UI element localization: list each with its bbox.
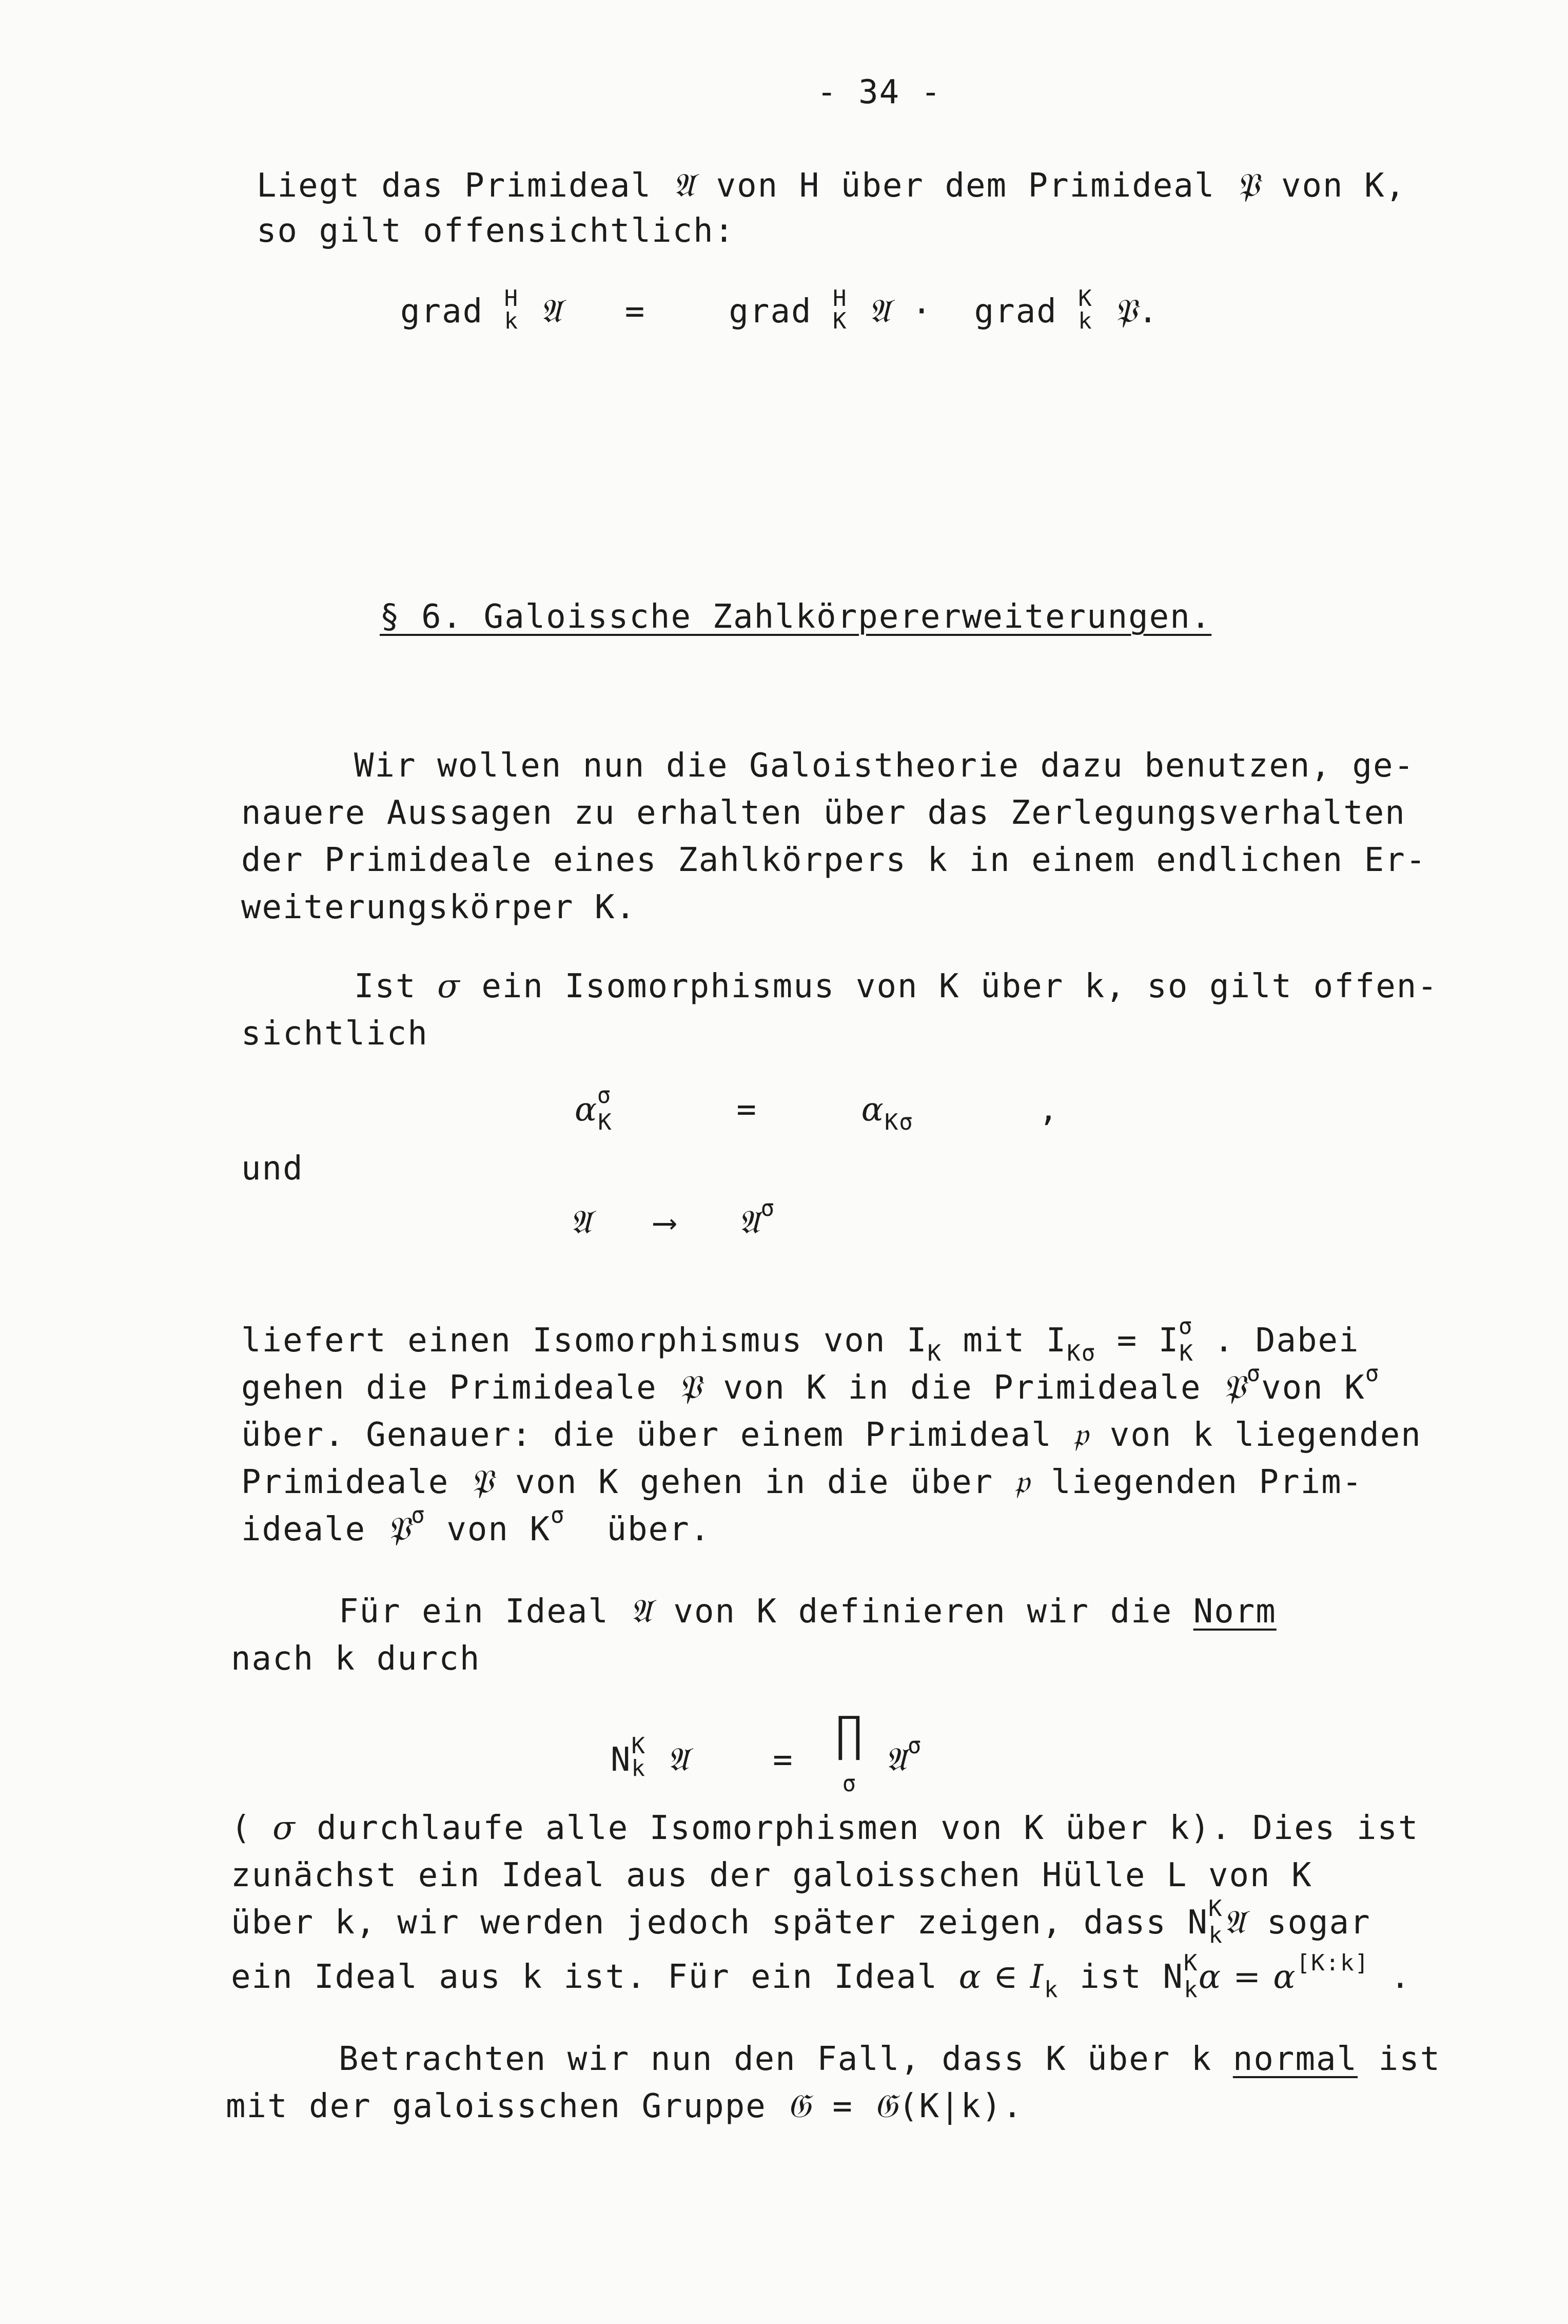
para6-line3: über k, wir werden jedoch später zeigen, dass $N^K_k𝔄$ sogar: [231, 1895, 1371, 1948]
formula-degree: grad H k 𝔄 = grad H K 𝔄 · grad K k 𝔓.: [400, 285, 1159, 334]
para4-line1: liefert einen Isomorphismus von $I_K$ mit $I_{K\sigma} = I_K^\sigma$ . Dabei: [241, 1313, 1360, 1366]
para2-line1: Wir wollen nun die Galoistheorie dazu benutzen, ge-: [354, 747, 1415, 785]
para2-line2: nauere Aussagen zu erhalten über das Zerlegungsverhalten: [241, 794, 1406, 832]
para2-line3: der Primideale eines Zahlkörpers k in einem endlichen Er-: [241, 841, 1427, 879]
para5-line1: Für ein Ideal 𝔄 von K definieren wir die Norm: [339, 1593, 1277, 1631]
para4-line5: ideale 𝔓$^\sigma$ von $K^\sigma$ über.: [241, 1502, 711, 1548]
para7-line1: Betrachten wir nun den Fall, dass K über k normal ist: [339, 2040, 1441, 2078]
normal-term: normal: [1232, 2040, 1358, 2078]
para1-line1: Liegt das Primideal 𝔄 von H über dem Primideal 𝔓 von K,: [257, 167, 1406, 205]
para2-line4: weiterungskörper K.: [241, 888, 637, 926]
para3-line1: Ist σ ein Isomorphismus von K über k, so gilt offen-: [354, 967, 1438, 1005]
formula-norm: NK k 𝔄 = ∏ σ 𝔄$^\sigma$: [611, 1708, 923, 1797]
norm-term: Norm: [1193, 1593, 1277, 1631]
para5-line2: nach k durch: [231, 1640, 481, 1678]
para6-line1: ( σ durchlaufe alle Isomorphismen von K über k). Dies ist: [231, 1809, 1419, 1847]
formula-ideal-map: 𝔄 ⟶ 𝔄$^\sigma$: [570, 1195, 776, 1242]
para6-line2: zunächst ein Ideal aus der galoisschen Hülle L von K: [231, 1856, 1312, 1894]
und-label: und: [241, 1150, 304, 1188]
para6-line4: ein Ideal aus k ist. Für ein Ideal α ∈ $I_k$ ist $N^K_k\alpha = \alpha[K:k]$ .: [231, 1950, 1412, 2003]
para4-line4: Primideale 𝔓 von K gehen in die über 𝔭 liegenden Prim-: [241, 1463, 1363, 1501]
page-number: - 34 -: [817, 73, 942, 111]
para4-line3: über. Genauer: die über einem Primideal 𝔭 von k liegenden: [241, 1416, 1422, 1454]
formula-alpha-conjugate: $\alpha_K^\sigma$ = $\alpha_{K\sigma}$ ,: [575, 1082, 1060, 1135]
para7-line2: mit der galoisschen Gruppe 𝔊 = 𝔊(K|k).: [226, 2087, 1024, 2125]
para4-line2: gehen die Primideale 𝔓 von K in die Primideale 𝔓$^\sigma$von $K^\sigma$: [241, 1361, 1380, 1407]
section-heading: § 6. Galoissche Zahlkörpererweiterungen.: [380, 598, 1212, 636]
para3-line2: sichtlich: [241, 1015, 428, 1053]
para1-line2: so gilt offensichtlich:: [257, 212, 735, 250]
